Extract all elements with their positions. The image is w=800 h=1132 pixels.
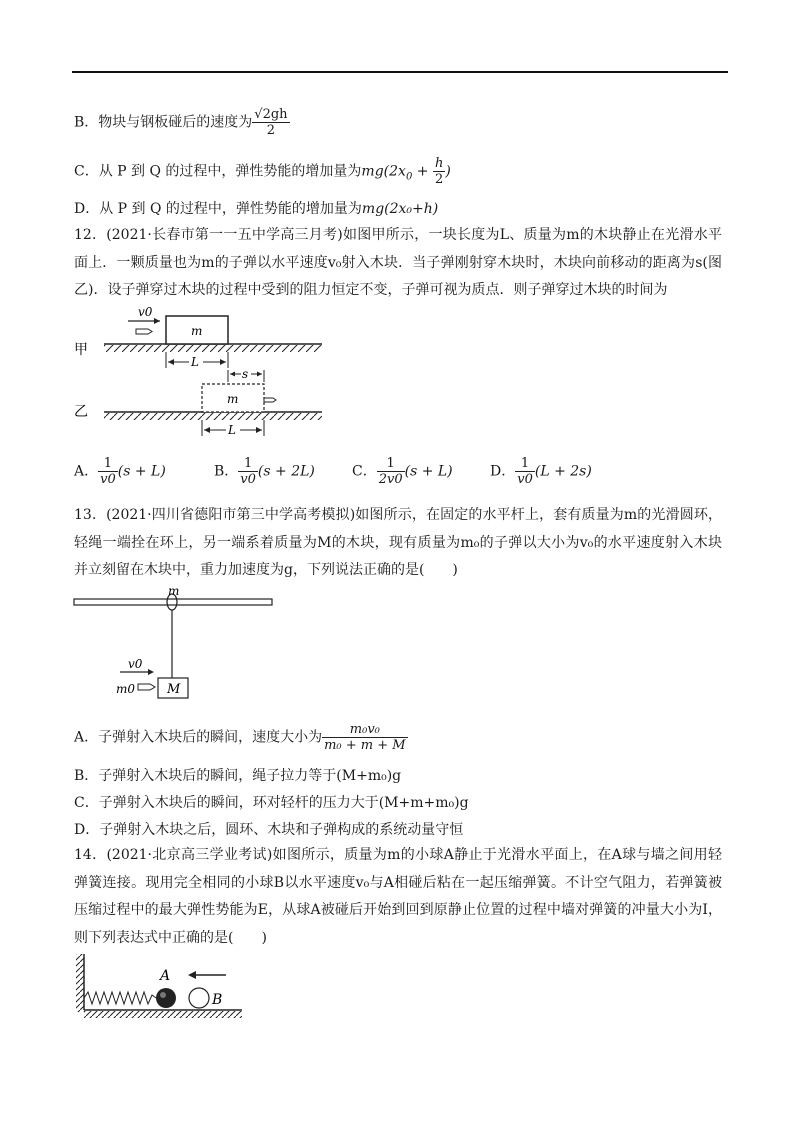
L-label-yi: L bbox=[228, 423, 236, 437]
q14-stem: 14．(2021·北京高三学业考试)如图所示，质量为m的小球A静止于光滑水平面上，在A球与墙之间用轻弹簧连接。现用完全相同的小球B以水平速度v₀与A相碰后粘在一起压缩弹簧。不计空气阻力，若弹簧被压缩过程中的最大弹性势能为E，从球A被碰后开始到回到原静止位置的过程中墙对弹簧的冲量大小为I，则下列表达式中正确的是( ) bbox=[74, 847, 722, 946]
block-label-m: m bbox=[191, 324, 203, 338]
q12-figure bbox=[74, 304, 324, 440]
q12-choice-b[interactable]: B． $\frac{1}{v0}$ (s + 2L) bbox=[214, 456, 315, 487]
bullet-jia bbox=[136, 329, 152, 334]
label-B: B bbox=[212, 992, 223, 1008]
bullet-label-m0: m0 bbox=[116, 682, 136, 696]
q12-stem: 12．(2021·长春市第一一五中学高三月考)如图甲所示，一块长度为L、质量为m的木块静止在光滑水平面上．一颗质量也为m的子弹以水平速度v₀射入木块．当子弹刚射穿木块时，木块向前移动的距离为s(图乙)．设子弹穿过木块的过程中受到的阻力恒定不变，子弹可视为质点．则子弹穿过木块的时间为 bbox=[74, 227, 722, 298]
label-A: A bbox=[160, 968, 171, 984]
bullet-yi bbox=[264, 398, 276, 402]
q11-option-d: D．从 P 到 Q 的过程中，弹性势能的增加量为mg(2x₀+h) bbox=[74, 201, 439, 217]
bullet-q13 bbox=[138, 684, 155, 690]
wall-hatch bbox=[76, 954, 84, 1012]
q13-option-b: B．子弹射入木块后的瞬间，绳子拉力等于(M+m₀)g bbox=[74, 768, 402, 784]
q13-option-c: C．子弹射入木块后的瞬间，环对轻杆的压力大于(M+m+m₀)g bbox=[74, 795, 469, 811]
q12-choice-c[interactable]: C． $\frac{1}{2v0}$ (s + L) bbox=[352, 456, 453, 487]
header-rule bbox=[72, 71, 728, 73]
q13-option-d: D．子弹射入木块之后，圆环、木块和子弹构成的系统动量守恒 bbox=[74, 822, 464, 838]
q13-option-a: A．子弹射入木块后的瞬间，速度大小为 $\frac{\text{m₀v₀}}{\text{m₀ + m + M}}$ bbox=[74, 722, 406, 753]
q11-option-b: B．物块与钢板碰后的速度为 $\frac{√2gh}{2}$ bbox=[74, 107, 288, 138]
velocity-arrowhead bbox=[154, 318, 160, 324]
ball-B bbox=[189, 988, 209, 1008]
spring bbox=[84, 992, 156, 1004]
L-label-jia: L bbox=[191, 355, 199, 369]
block-label-m-yi: m bbox=[227, 392, 239, 406]
q11-option-c-fraction: $\frac{h}{2}$ bbox=[434, 156, 444, 187]
q12-choice-d[interactable]: D． $\frac{1}{v0}$ (L + 2s) bbox=[490, 456, 592, 487]
velocity-label: v0 bbox=[138, 305, 153, 319]
q13-figure bbox=[72, 584, 282, 700]
ground-hatch-jia bbox=[104, 345, 322, 352]
q11-option-c: C．从 P 到 Q 的过程中，弹性势能的增加量为$mg(2x_0$ + $\frac{h}{2}$ ) bbox=[74, 156, 451, 187]
ball-A bbox=[156, 988, 176, 1008]
fig-label-yi: 乙 bbox=[74, 404, 88, 420]
s-label: s bbox=[242, 367, 249, 381]
q14-figure bbox=[74, 950, 244, 1022]
ground-hatch-yi bbox=[104, 413, 322, 420]
fig-label-jia: 甲 bbox=[74, 342, 88, 358]
q13-option-a-fraction: $\frac{\text{m₀v₀}}{\text{m₀ + m + M}}$ bbox=[324, 722, 406, 753]
velocity-label-v0: v0 bbox=[128, 657, 143, 671]
ring-label-m: m bbox=[168, 584, 180, 598]
floor-hatch bbox=[84, 1011, 242, 1018]
q11-option-b-fraction: $\frac{√2gh}{2}$ bbox=[254, 107, 288, 138]
horizontal-rod bbox=[74, 599, 272, 605]
q13-stem: 13．(2021·四川省德阳市第三中学高考模拟)如图所示，在固定的水平杆上，套有质量为m的光滑圆环，轻绳一端拴在环上，另一端系着质量为M的木块，现有质量为m₀的子弹以大小为v₀的水平速度射入木块并立刻留在木块中，重力加速度为g，下列说法正确的是( ) bbox=[74, 507, 722, 578]
q12-choice-a[interactable]: A． $\frac{1}{v0}$ (s + L) bbox=[74, 456, 166, 487]
block-label-M: M bbox=[167, 682, 181, 697]
